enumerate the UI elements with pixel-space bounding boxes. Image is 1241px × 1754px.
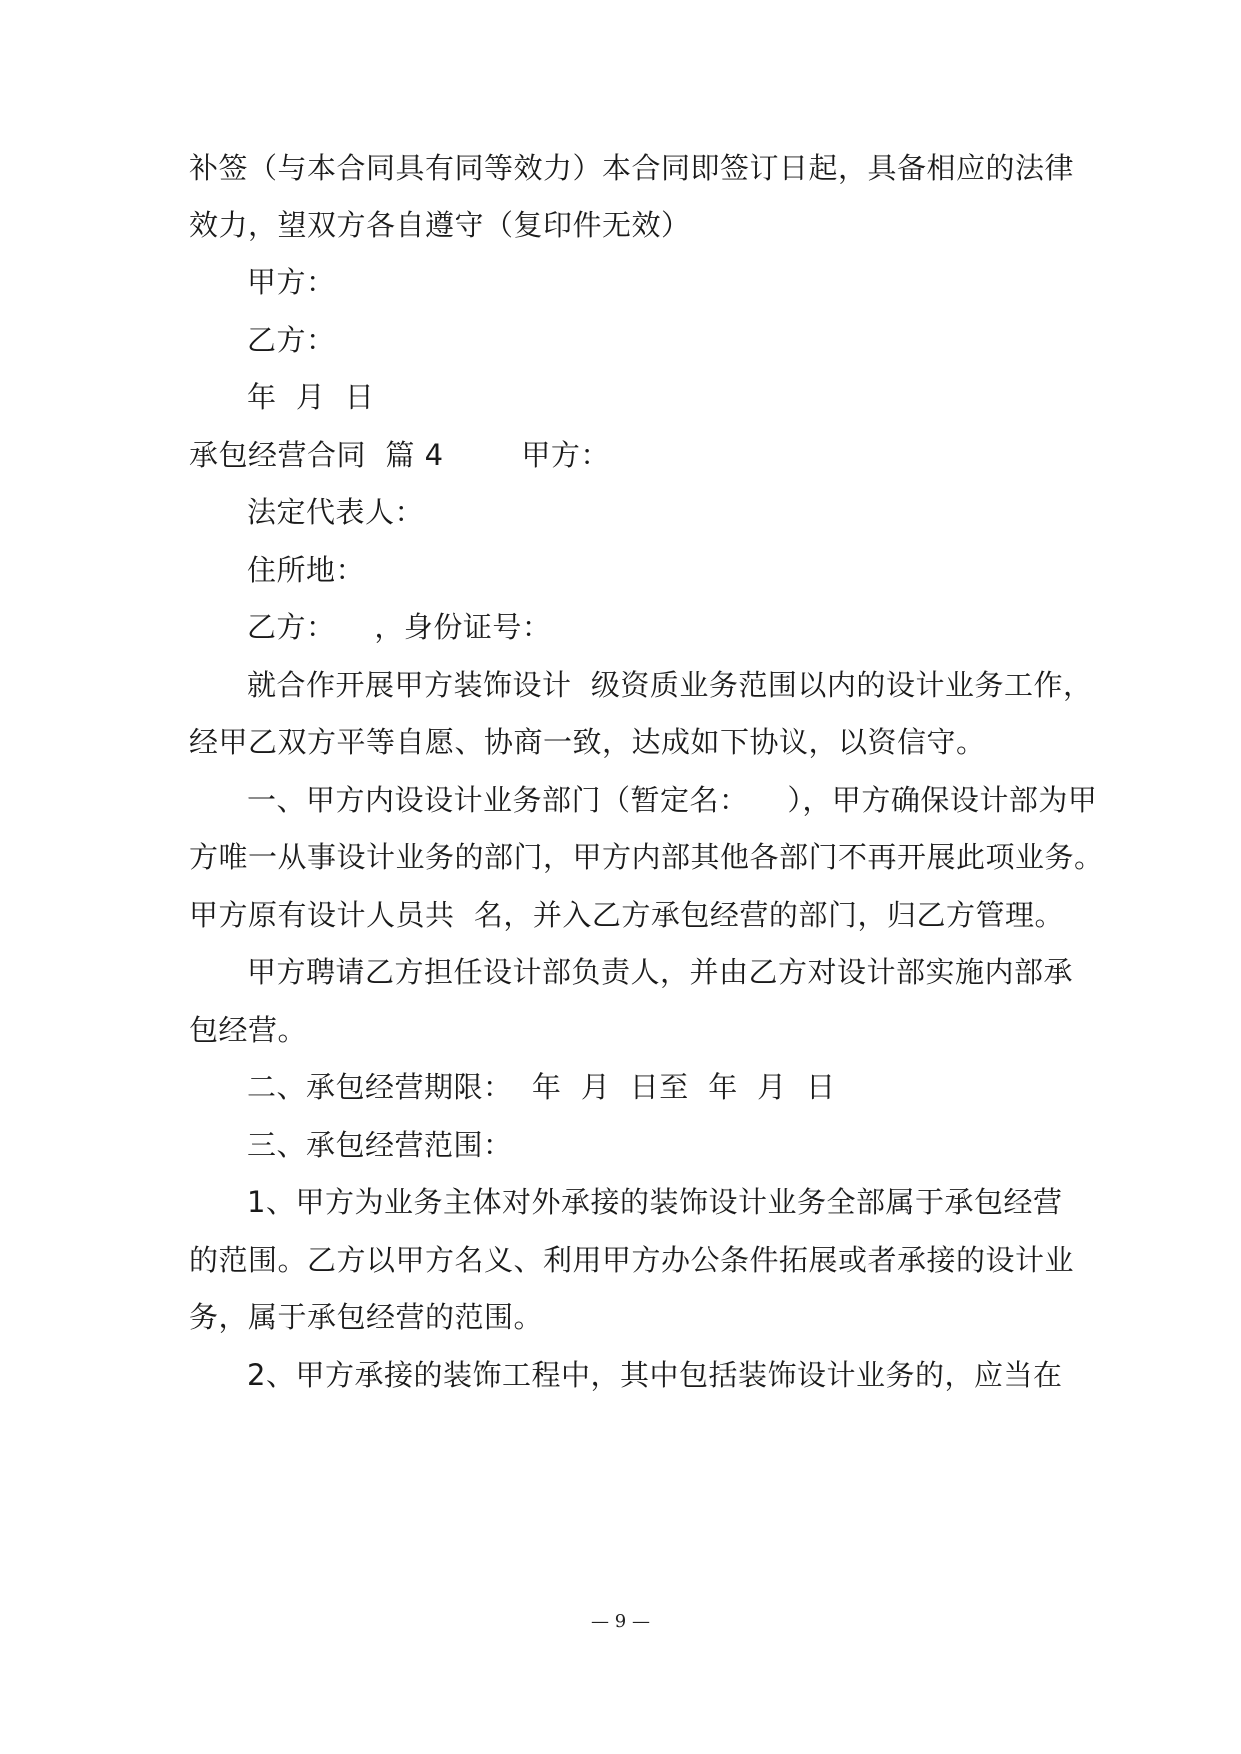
paragraph-line: 务，属于承包经营的范围。 (189, 1300, 544, 1334)
paragraph-line: 就合作开展甲方装饰设计 级资质业务范围以内的设计业务工作， (247, 668, 1093, 702)
paragraph-line: 包经营。 (189, 1013, 308, 1047)
paragraph-line: 的范围。乙方以甲方名义、利用甲方办公条件拓展或者承接的设计业 (189, 1243, 1075, 1277)
address-label: 住所地： (247, 553, 366, 587)
subclause-one-line: 1、甲方为业务主体对外承接的装饰设计业务全部属于承包经营 (247, 1185, 1063, 1219)
page-number: — 9 — (591, 1611, 650, 1632)
date-line: 年 月 日 (247, 380, 375, 414)
clause-two-line: 二、承包经营期限： 年 月 日至 年 月 日 (247, 1070, 836, 1104)
paragraph-line: 补签（与本合同具有同等效力）本合同即签订日起，具备相应的法律 (189, 151, 1075, 185)
clause-one-line: 一、甲方内设设计业务部门（暂定名： ），甲方确保设计部为甲 (247, 783, 1098, 817)
legal-representative-label: 法定代表人： (247, 495, 425, 529)
party-b-id-label: 乙方： ，身份证号： (247, 610, 552, 644)
paragraph-line: 效力，望双方各自遵守（复印件无效） (189, 208, 691, 242)
party-b-label: 乙方： (247, 323, 336, 357)
section-heading: 承包经营合同 篇 4 甲方： (189, 438, 610, 472)
party-a-label: 甲方： (247, 265, 336, 299)
paragraph-line: 甲方原有设计人员共 名，并入乙方承包经营的部门，归乙方管理。 (189, 898, 1064, 932)
subclause-two-line: 2、甲方承接的装饰工程中，其中包括装饰设计业务的，应当在 (247, 1358, 1063, 1392)
paragraph-line: 甲方聘请乙方担任设计部负责人，并由乙方对设计部实施内部承 (247, 955, 1074, 989)
clause-three-line: 三、承包经营范围： (247, 1128, 513, 1162)
paragraph-line: 方唯一从事设计业务的部门，甲方内部其他各部门不再开展此项业务。 (189, 840, 1104, 874)
paragraph-line: 经甲乙双方平等自愿、协商一致，达成如下协议，以资信守。 (189, 725, 986, 759)
